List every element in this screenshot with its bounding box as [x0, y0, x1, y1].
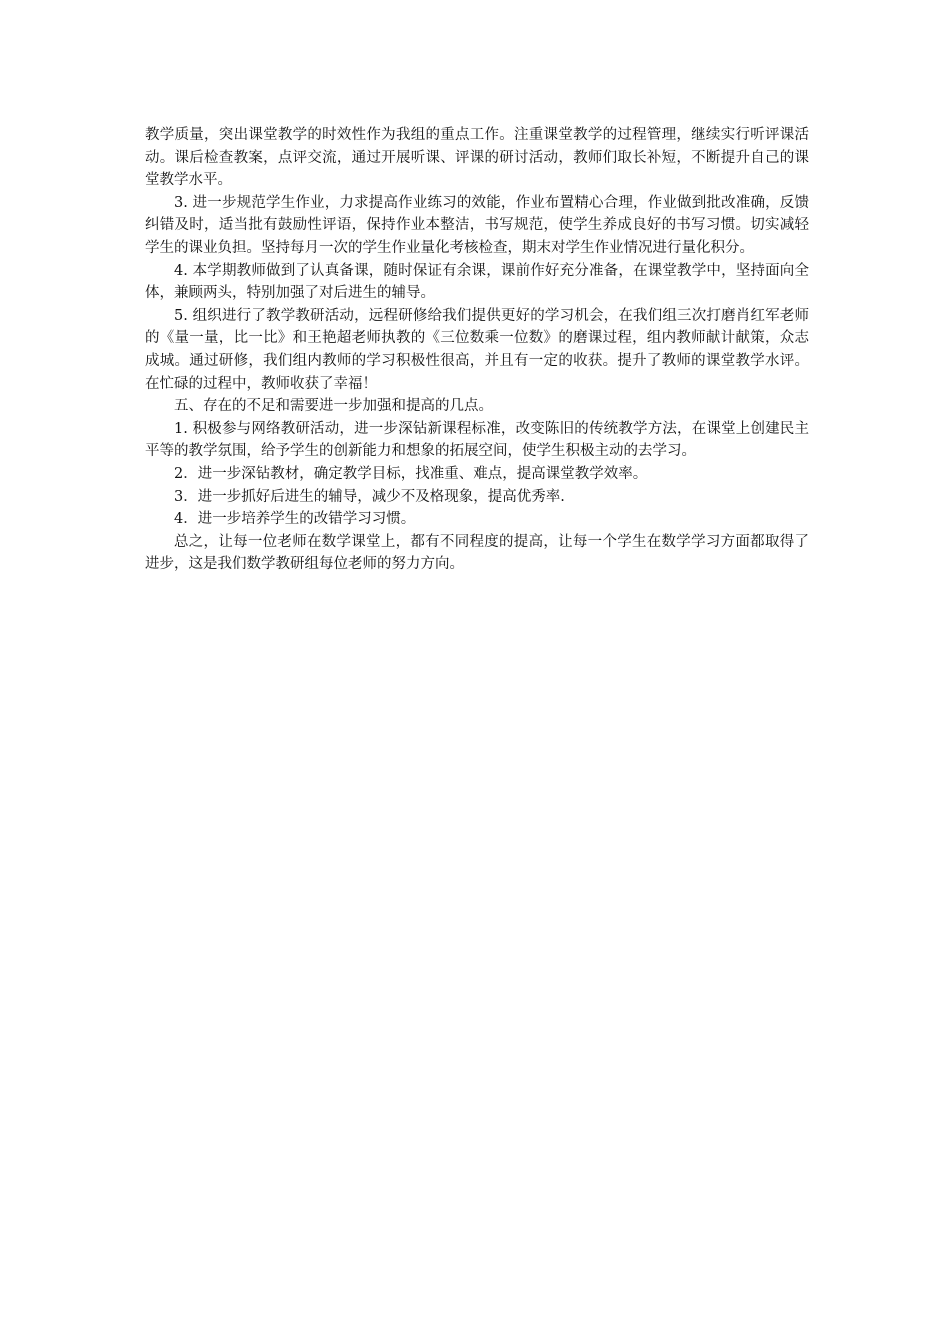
paragraph-continuation: 教学质量，突出课堂教学的时效性作为我组的重点工作。注重课堂教学的过程管理，继续实行听评课活动。课后检查教案，点评交流，通过开展听课、评课的研讨活动，教师们取长补短，不断提升自己的课堂教学水平。	[145, 127, 809, 189]
list-item-4: 4．进一步培养学生的改错学习习惯。	[174, 511, 416, 528]
list-item-3: 3．进一步抓好后进生的辅导，减少不及格现象，提高优秀率.	[174, 488, 565, 505]
paragraph-item-5-research: 5. 组织进行了教学教研活动，远程研修给我们提供更好的学习机会，在我们组三次打磨肖红军老师的《量一量，比一比》和王艳超老师执教的《三位数乘一位数》的磨课过程，组内教师献计献策，众志成城。通过研修，我们组内教师的学习积极性很高，并且有一定的收获。提升了教师的课堂教学水评。在忙碌的过程中，教师收获了幸福！	[145, 307, 809, 392]
section-heading-shortcomings: 五、存在的不足和需要进一步加强和提高的几点。	[174, 398, 493, 415]
list-item-1: 1. 积极参与网络教研活动，进一步深钻新课程标准，改变陈旧的传统教学方法，在课堂上创建民主平等的教学氛围，给予学生的创新能力和想象的拓展空间，使学生积极主动的去学习。	[145, 420, 809, 460]
paragraph-conclusion: 总之，让每一位老师在数学课堂上，都有不同程度的提高，让每一个学生在数学学习方面都取得了进步，这是我们数学教研组每位老师的努力方向。	[145, 533, 809, 573]
list-item-2: 2．进一步深钻教材，确定教学目标，找准重、难点，提高课堂教学效率。	[174, 465, 648, 482]
paragraph-item-4-lesson-prep: 4. 本学期教师做到了认真备课，随时保证有余课，课前作好充分准备，在课堂教学中，坚持面向全体，兼顾两头，特别加强了对后进生的辅导。	[145, 262, 809, 302]
paragraph-item-3-homework: 3. 进一步规范学生作业，力求提高作业练习的效能，作业布置精心合理，作业做到批改准确，反馈纠错及时，适当批有鼓励性评语，保持作业本整洁，书写规范，使学生养成良好的书写习惯。切实减轻学生的课业负担。坚持每月一次的学生作业量化考核检查，期末对学生作业情况进行量化积分。	[145, 194, 809, 256]
document-body	[145, 124, 809, 576]
